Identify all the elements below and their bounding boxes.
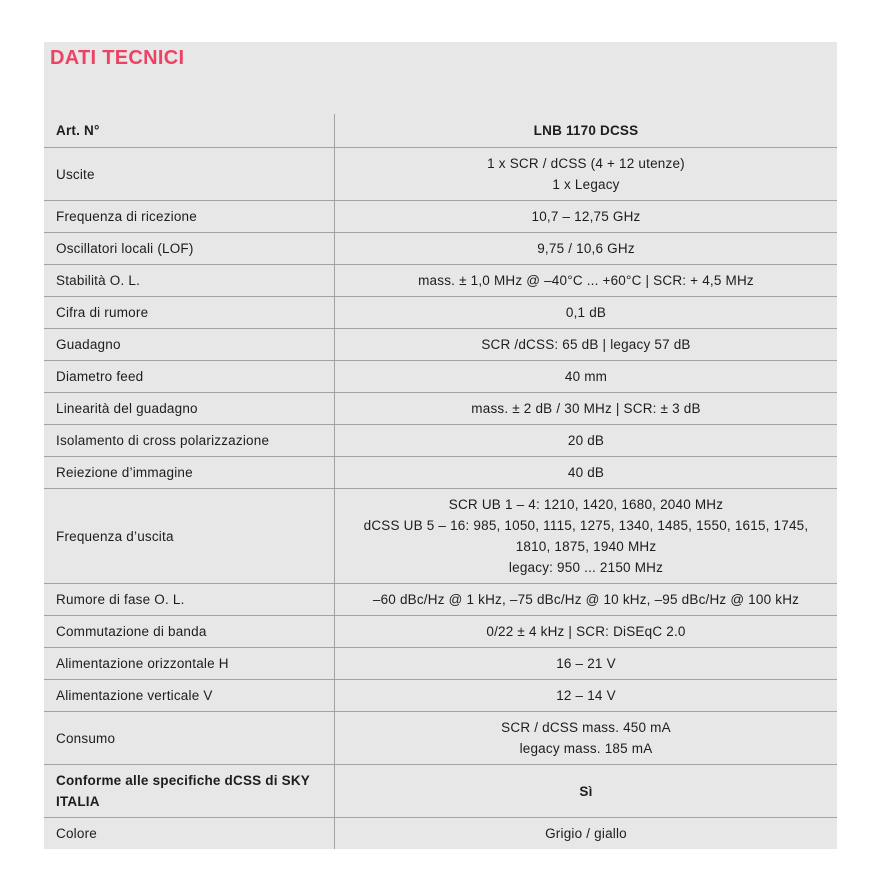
tech-data-panel (44, 42, 837, 849)
value-line: 40 dB (567, 465, 605, 480)
table-row (44, 233, 837, 265)
row-value (335, 201, 837, 232)
value-line: legacy: 950 ... 2150 MHz (508, 560, 664, 575)
table-row (44, 265, 837, 297)
table-row (44, 393, 837, 425)
row-value (335, 361, 837, 392)
table-row (44, 680, 837, 712)
page-title: DATI TECNICI (50, 47, 185, 69)
value-line: 12 – 14 V (556, 688, 616, 703)
value-line: 1 x Legacy (552, 177, 620, 192)
row-label: Rumore di fase O. L. (44, 584, 335, 615)
row-label: Conforme alle specifiche dCSS di SKY ITALIA (44, 765, 335, 817)
row-label: Linearità del guadagno (44, 393, 335, 424)
row-value (335, 233, 837, 264)
table-row (44, 425, 837, 457)
value-line: SCR UB 1 – 4: 1210, 1420, 1680, 2040 MHz (448, 497, 724, 512)
row-label: Commutazione di banda (44, 616, 335, 647)
value-line: 0,1 dB (565, 305, 607, 320)
table-row (44, 489, 837, 584)
value-line: 1 x SCR / dCSS (4 + 12 utenze) (487, 156, 685, 171)
header-col-label: Art. N° (44, 114, 335, 147)
row-value (335, 584, 837, 615)
row-label: Alimentazione orizzontale H (44, 648, 335, 679)
value-line: mass. ± 2 dB / 30 MHz | SCR: ± 3 dB (471, 401, 701, 416)
value-line: 0/22 ± 4 kHz | SCR: DiSEqC 2.0 (486, 624, 686, 639)
value-line: 9,75 / 10,6 GHz (537, 241, 635, 256)
row-value (335, 765, 837, 817)
table-row (44, 361, 837, 393)
row-label: Frequenza di ricezione (44, 201, 335, 232)
value-line: mass. ± 1,0 MHz @ –40°C ... +60°C | SCR: + 4,5 MHz (418, 273, 754, 288)
table-row (44, 712, 837, 765)
row-value (335, 648, 837, 679)
row-label: Uscite (44, 148, 335, 200)
row-label: Alimentazione verticale V (44, 680, 335, 711)
row-value (335, 616, 837, 647)
header-col-value: LNB 1170 DCSS (533, 123, 639, 138)
value-line: SCR / dCSS mass. 450 mA (501, 720, 671, 735)
table-row (44, 765, 837, 818)
table-row (44, 297, 837, 329)
row-value (335, 425, 837, 456)
table-row (44, 648, 837, 680)
table-header-row (44, 114, 837, 148)
row-value (335, 265, 837, 296)
row-value (335, 393, 837, 424)
table-row (44, 457, 837, 489)
value-line: dCSS UB 5 – 16: 985, 1050, 1115, 1275, 1340, 1485, 1550, 1615, 1745, 1810, 1875, 1940 MHz (363, 518, 809, 554)
row-label: Reiezione d’immagine (44, 457, 335, 488)
row-label: Guadagno (44, 329, 335, 360)
value-line: 20 dB (567, 433, 605, 448)
row-label: Consumo (44, 712, 335, 764)
row-label: Colore (44, 818, 335, 849)
value-line: 10,7 – 12,75 GHz (531, 209, 641, 224)
table-row (44, 329, 837, 361)
value-line: 16 – 21 V (556, 656, 616, 671)
row-label: Frequenza d’uscita (44, 489, 335, 583)
table-row (44, 616, 837, 648)
value-line: –60 dBc/Hz @ 1 kHz, –75 dBc/Hz @ 10 kHz, –95 dBc/Hz @ 100 kHz (372, 592, 800, 607)
table-row (44, 818, 837, 849)
row-label: Cifra di rumore (44, 297, 335, 328)
value-line: Grigio / giallo (545, 826, 627, 841)
row-label: Oscillatori locali (LOF) (44, 233, 335, 264)
table-row (44, 148, 837, 201)
row-value (335, 489, 837, 583)
row-value (335, 297, 837, 328)
table-row (44, 584, 837, 616)
spec-table (44, 114, 837, 849)
row-value (335, 680, 837, 711)
row-label: Isolamento di cross polarizzazione (44, 425, 335, 456)
spec-table-body (44, 148, 837, 849)
row-value (335, 818, 837, 849)
row-value (335, 329, 837, 360)
value-line: SCR /dCSS: 65 dB | legacy 57 dB (481, 337, 691, 352)
value-line: 40 mm (564, 369, 608, 384)
row-value (335, 148, 837, 200)
table-row (44, 201, 837, 233)
row-label: Stabilità O. L. (44, 265, 335, 296)
value-line: legacy mass. 185 mA (519, 741, 653, 756)
row-label: Diametro feed (44, 361, 335, 392)
row-value (335, 457, 837, 488)
value-line: Sì (579, 783, 593, 799)
row-value (335, 712, 837, 764)
